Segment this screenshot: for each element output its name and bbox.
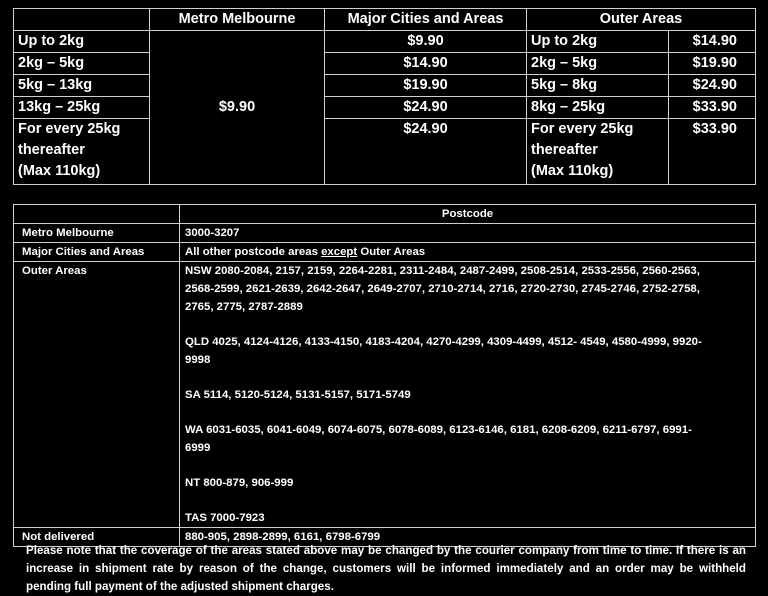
region-line: QLD 4025, 4124-4126, 4133-4150, 4183-4204, 4270-4299, 4309-4499, 4512- 4549, 4580-4999, 9920- bbox=[185, 336, 702, 348]
rates-header-row bbox=[14, 9, 756, 31]
major-cities-price: $19.90 bbox=[325, 75, 527, 97]
region-sa bbox=[185, 386, 751, 404]
rates-header-major: Major Cities and Areas bbox=[325, 9, 527, 31]
region-line: SA 5114, 5120-5124, 5131-5157, 5171-5749 bbox=[185, 389, 411, 401]
outer-weight-range: Up to 2kg bbox=[527, 31, 669, 53]
postcode-header: Postcode bbox=[180, 205, 756, 224]
region-line: TAS 7000-7923 bbox=[185, 512, 265, 524]
outer-weight-range: 8kg – 25kg bbox=[527, 97, 669, 119]
outer-weight-range-line: (Max 110kg) bbox=[531, 163, 614, 179]
area-postcodes-prefix: All other postcode areas bbox=[185, 246, 322, 258]
weight-range: 13kg – 25kg bbox=[14, 97, 150, 119]
major-cities-price: $9.90 bbox=[325, 31, 527, 53]
area-label: Not delivered bbox=[14, 528, 180, 547]
metro-melbourne-price: $9.90 bbox=[150, 31, 325, 185]
table-row bbox=[14, 224, 756, 243]
area-label: Outer Areas bbox=[14, 262, 180, 528]
area-postcodes bbox=[180, 262, 756, 528]
major-cities-price: $14.90 bbox=[325, 53, 527, 75]
table-row bbox=[14, 243, 756, 262]
region-line: NSW 2080-2084, 2157, 2159, 2264-2281, 2311-2484, 2487-2499, 2508-2514, 2533-2556, 2560-2563, bbox=[185, 265, 700, 277]
region-line: WA 6031-6035, 6041-6049, 6074-6075, 6078-6089, 6123-6146, 6181, 6208-6209, 6211-6797, 6991- bbox=[185, 424, 692, 436]
region-tas bbox=[185, 509, 751, 527]
outer-price: $24.90 bbox=[669, 75, 756, 97]
weight-range: 2kg – 5kg bbox=[14, 53, 150, 75]
rates-header-outer: Outer Areas bbox=[527, 9, 756, 31]
postcode-header-row bbox=[14, 205, 756, 224]
region-qld bbox=[185, 333, 751, 369]
area-label: Major Cities and Areas bbox=[14, 243, 180, 262]
major-cities-price: $24.90 bbox=[325, 97, 527, 119]
major-cities-price: $24.90 bbox=[325, 119, 527, 185]
region-wa bbox=[185, 421, 751, 457]
region-nt bbox=[185, 474, 751, 492]
rates-header-blank bbox=[14, 9, 150, 31]
area-postcodes-suffix: Outer Areas bbox=[357, 246, 426, 258]
area-postcodes-emphasis: except bbox=[321, 246, 358, 258]
outer-weight-range-line: For every 25kg bbox=[531, 121, 634, 137]
outer-price: $33.90 bbox=[669, 97, 756, 119]
outer-weight-range bbox=[527, 119, 669, 185]
outer-weight-range: 5kg – 8kg bbox=[527, 75, 669, 97]
footnote-line: pending full payment of the adjusted shipment charges. bbox=[26, 580, 334, 593]
shipping-rates-table bbox=[13, 8, 756, 185]
table-row bbox=[14, 53, 756, 75]
weight-range-line: thereafter bbox=[18, 142, 85, 158]
table-row bbox=[14, 97, 756, 119]
outer-weight-range-line: thereafter bbox=[531, 142, 598, 158]
postcode-header-blank bbox=[14, 205, 180, 224]
postcode-table bbox=[13, 204, 756, 547]
table-row bbox=[14, 262, 756, 528]
table-row bbox=[14, 75, 756, 97]
area-postcodes bbox=[180, 243, 756, 262]
region-line: 6999 bbox=[185, 442, 211, 454]
outer-weight-range: 2kg – 5kg bbox=[527, 53, 669, 75]
table-row bbox=[14, 119, 756, 185]
weight-range-line: (Max 110kg) bbox=[18, 163, 101, 179]
outer-price: $14.90 bbox=[669, 31, 756, 53]
region-line: 2765, 2775, 2787-2889 bbox=[185, 301, 303, 313]
table-row bbox=[14, 31, 756, 53]
region-line: 9998 bbox=[185, 354, 211, 366]
rates-header-metro: Metro Melbourne bbox=[150, 9, 325, 31]
area-postcodes: 880-905, 2898-2899, 6161, 6798-6799 bbox=[180, 528, 756, 547]
footnote-line: Please note that the coverage of the areas stated above may be changed by the courier company from time to time. If there is an bbox=[26, 544, 746, 557]
area-postcodes: 3000-3207 bbox=[180, 224, 756, 243]
outer-price: $19.90 bbox=[669, 53, 756, 75]
weight-range bbox=[14, 119, 150, 185]
weight-range: 5kg – 13kg bbox=[14, 75, 150, 97]
weight-range-line: For every 25kg bbox=[18, 121, 121, 137]
coverage-footnote bbox=[26, 542, 746, 596]
area-label: Metro Melbourne bbox=[14, 224, 180, 243]
region-line: NT 800-879, 906-999 bbox=[185, 477, 294, 489]
outer-price: $33.90 bbox=[669, 119, 756, 185]
weight-range: Up to 2kg bbox=[14, 31, 150, 53]
region-nsw bbox=[185, 262, 751, 316]
footnote-line: increase in shipment rate by reason of the change, customers will be informed immediately and an order may be withheld bbox=[26, 562, 746, 575]
region-line: 2568-2599, 2621-2639, 2642-2647, 2649-2707, 2710-2714, 2716, 2720-2730, 2745-2746, 2752-2758, bbox=[185, 283, 700, 295]
